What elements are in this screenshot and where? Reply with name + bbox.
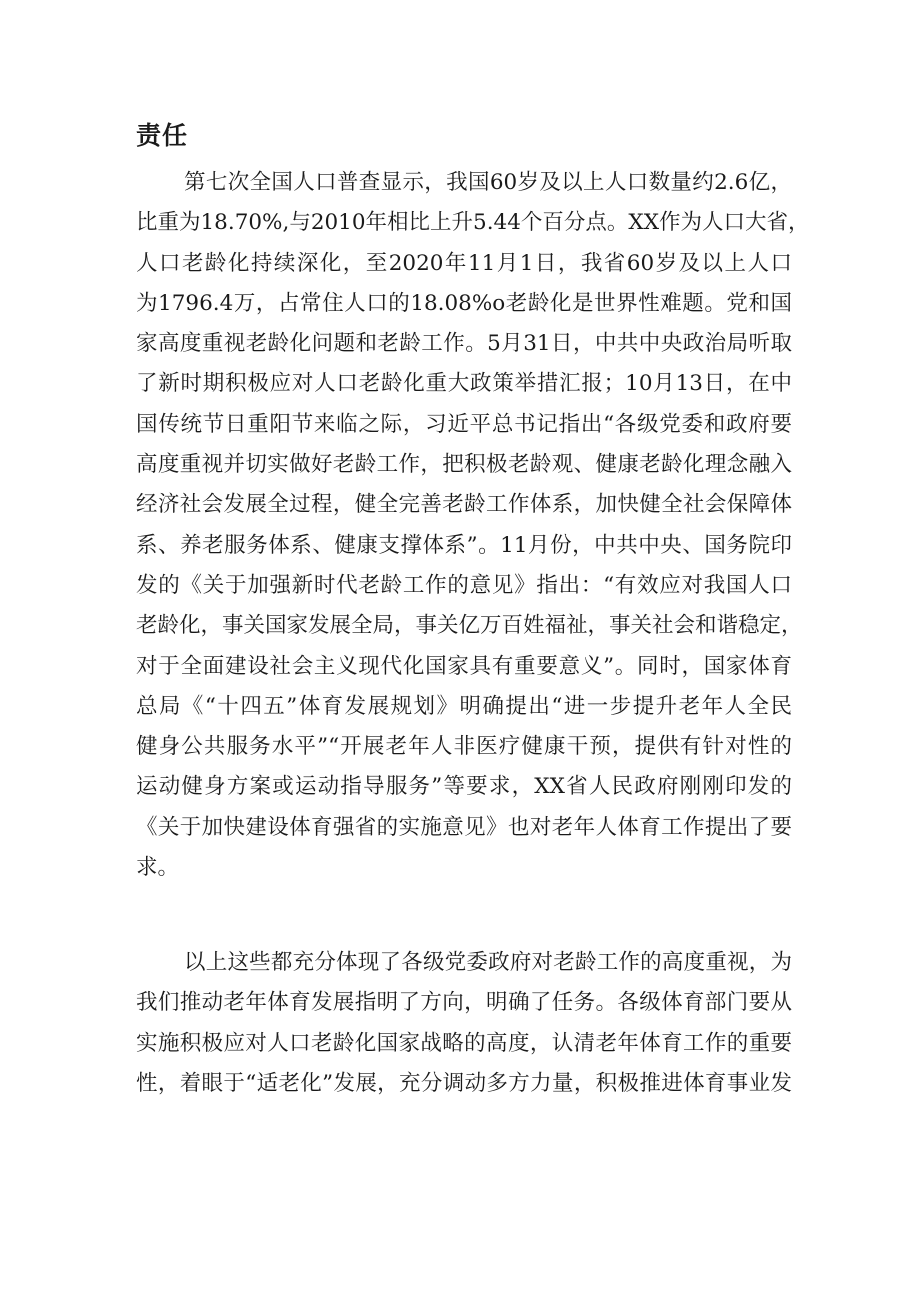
- paragraph-line: 比重为18.70%,与2010年相比上升5.44个百分点。XX作为人口大省，: [136, 210, 810, 236]
- paragraph-line: 我们推动老年体育发展指明了方向，明确了任务。各级体育部门要从: [136, 990, 792, 1016]
- paragraph-line: 了新时期积极应对人口老龄化重大政策举措汇报；10月13日，在中: [136, 371, 792, 397]
- paragraph-line: 家高度重视老龄化问题和老龄工作。5月31日，中共中央政治局听取: [136, 331, 792, 357]
- paragraph-line: 求。: [136, 855, 180, 881]
- paragraph-line: 性，着眼于“适老化”发展，充分调动多方力量，积极推进体育事业发: [136, 1070, 792, 1096]
- paragraph-line: 国传统节日重阳节来临之际，习近平总书记指出“各级党委和政府要: [136, 411, 792, 437]
- paragraph-line: 对于全面建设社会主义现代化国家具有重要意义”。同时，国家体育: [136, 653, 792, 679]
- paragraph-line: 为1796.4万，占常住人口的18.08%o老龄化是世界性难题。党和国: [136, 290, 792, 316]
- paragraph-line: 运动健身方案或运动指导服务”等要求，XX省人民政府刚刚印发的: [136, 774, 792, 800]
- paragraph-line: 以上这些都充分体现了各级党委政府对老龄工作的高度重视，为: [184, 950, 792, 975]
- paragraph-1: [136, 163, 810, 888]
- paragraph-line: 实施积极应对人口老龄化国家战略的高度，认清老年体育工作的重要: [136, 1030, 792, 1056]
- paragraph-line: 健身公共服务水平”“开展老年人非医疗健康干预，提供有针对性的: [136, 734, 792, 760]
- paragraph-line: 总局《“十四五”体育发展规划》明确提出“进一步提升老年人全民: [136, 693, 792, 719]
- section-heading: 责任: [136, 121, 189, 150]
- paragraph-line: 高度重视并切实做好老龄工作，把积极老龄观、健康老龄化理念融入: [136, 452, 792, 478]
- paragraph-line: 第七次全国人口普查显示，我国60岁及以上人口数量约2.6亿，: [184, 170, 792, 195]
- paragraph-2: [136, 943, 792, 1104]
- paragraph-line: 发的《关于加强新时代老龄工作的意见》指出：“有效应对我国人口: [136, 572, 792, 598]
- paragraph-line: 系、养老服务体系、健康支撑体系”。11月份，中共中央、国务院印: [136, 532, 792, 558]
- paragraph-line: 经济社会发展全过程，健全完善老龄工作体系，加快健全社会保障体: [136, 492, 792, 518]
- paragraph-line: 人口老龄化持续深化，至2020年11月1日，我省60岁及以上人口: [136, 250, 792, 276]
- paragraph-line: 老龄化，事关国家发展全局，事关亿万百姓福祉，事关社会和谐稳定，: [136, 613, 803, 639]
- paragraph-line: 《关于加快建设体育强省的实施意见》也对老年人体育工作提出了要: [136, 814, 792, 840]
